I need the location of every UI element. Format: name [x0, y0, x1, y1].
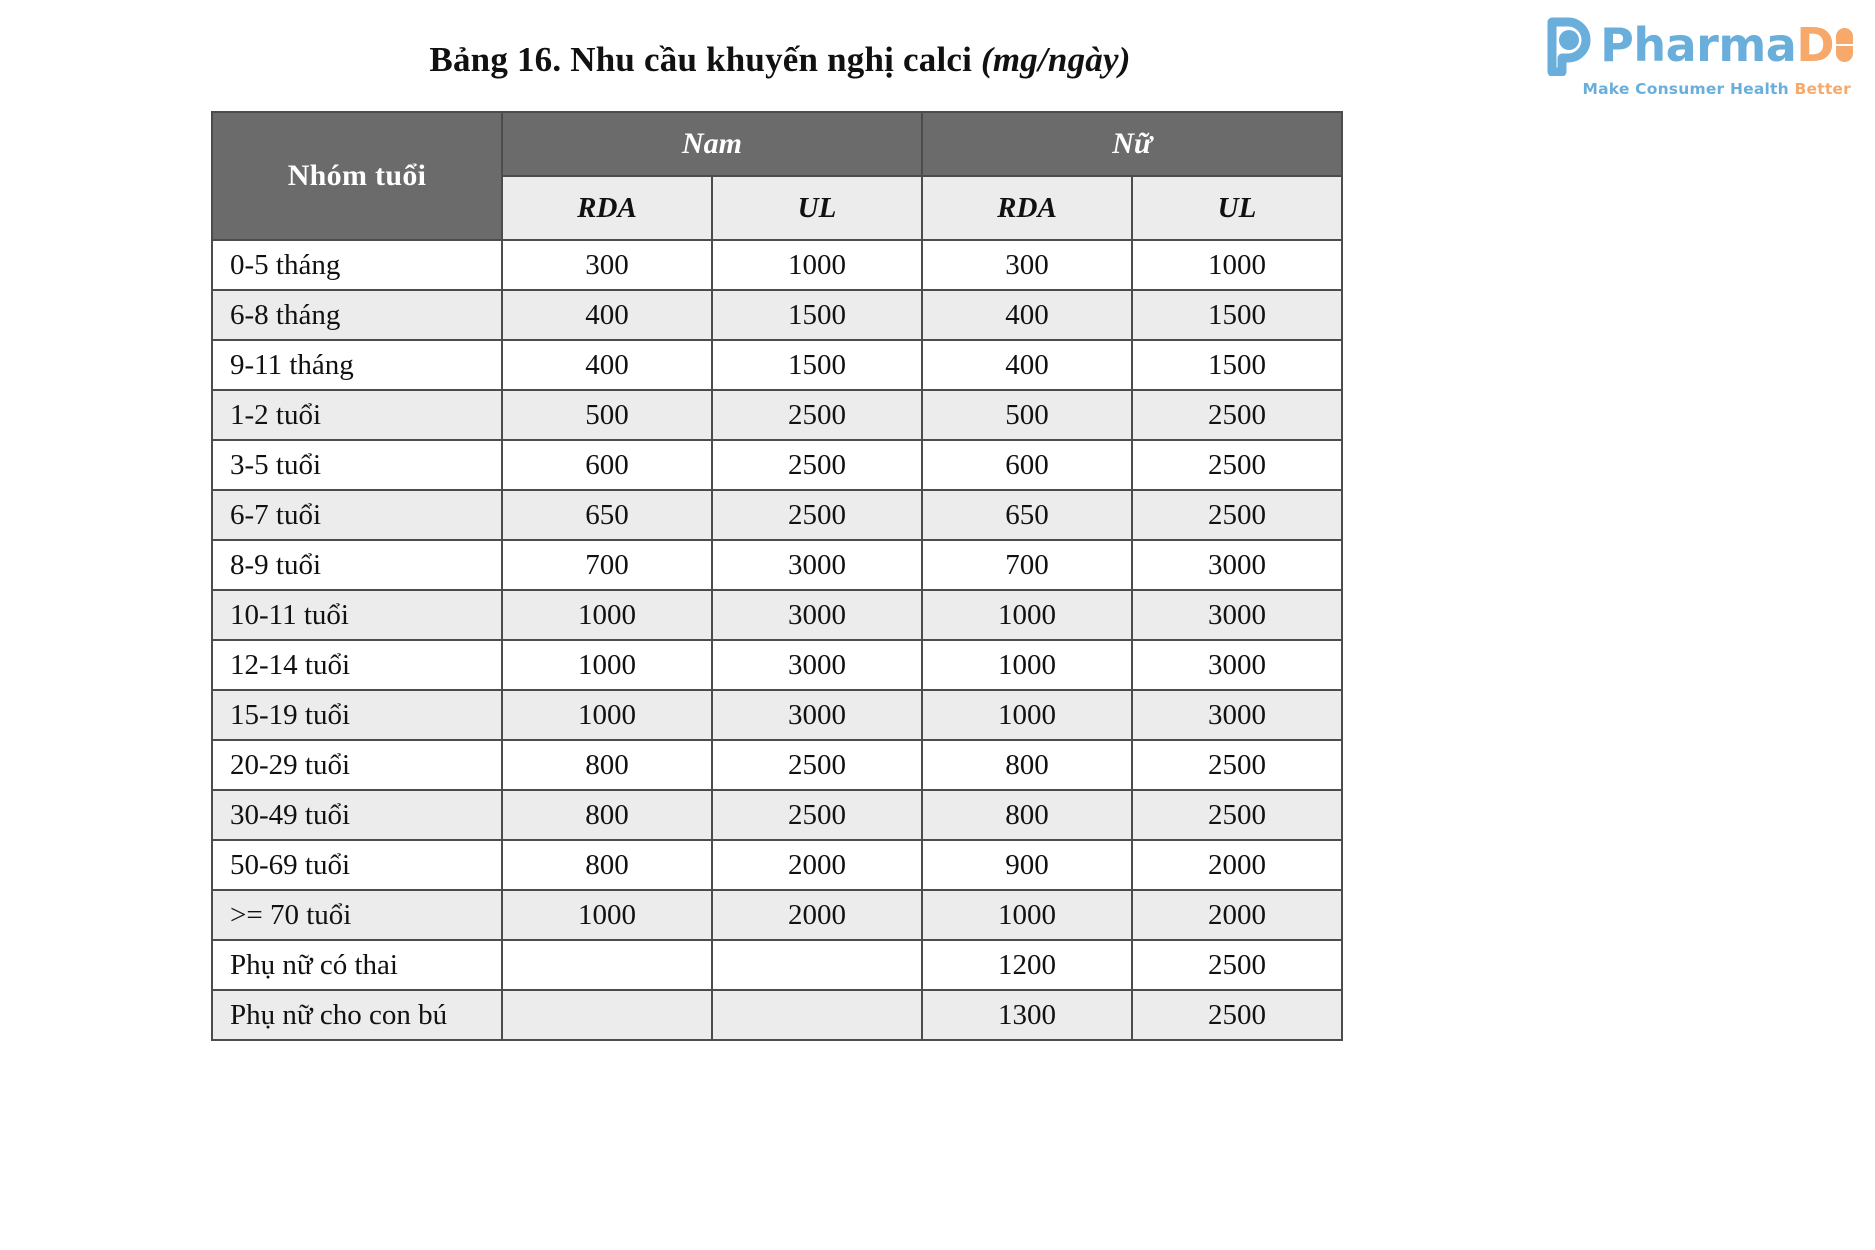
cell-male-rda: 700 [502, 540, 712, 590]
cell-age-group: 20-29 tuổi [212, 740, 502, 790]
logo-text-d: D [1796, 18, 1834, 72]
table-row [212, 490, 1342, 540]
cell-female-ul: 3000 [1132, 540, 1342, 590]
logo-text-pharma: Pharma [1600, 18, 1797, 72]
table-caption [0, 40, 1560, 80]
cell-female-ul: 1500 [1132, 340, 1342, 390]
table-row [212, 290, 1342, 340]
cell-age-group: 8-9 tuổi [212, 540, 502, 590]
pill-capsule-icon [1836, 28, 1853, 62]
table-row [212, 890, 1342, 940]
cell-male-rda [502, 940, 712, 990]
cell-female-rda: 1300 [922, 990, 1132, 1040]
table-row [212, 640, 1342, 690]
table-body [212, 240, 1342, 1040]
cell-female-rda: 800 [922, 790, 1132, 840]
cell-female-rda: 600 [922, 440, 1132, 490]
cell-male-ul: 2500 [712, 740, 922, 790]
cell-male-ul [712, 990, 922, 1040]
table-row [212, 390, 1342, 440]
table-row [212, 940, 1342, 990]
cell-female-ul: 2500 [1132, 440, 1342, 490]
cell-female-rda: 1000 [922, 890, 1132, 940]
header-group-female: Nữ [922, 112, 1342, 176]
pharmadi-logo [1553, 14, 1853, 110]
cell-female-ul: 2500 [1132, 740, 1342, 790]
cell-female-ul: 1500 [1132, 290, 1342, 340]
cell-age-group: 9-11 tháng [212, 340, 502, 390]
cell-male-ul: 3000 [712, 640, 922, 690]
cell-age-group: 3-5 tuổi [212, 440, 502, 490]
cell-male-rda: 400 [502, 290, 712, 340]
cell-age-group: 10-11 tuổi [212, 590, 502, 640]
calcium-rda-table-container [211, 111, 1341, 1041]
cell-female-rda: 1000 [922, 590, 1132, 640]
cell-female-rda: 700 [922, 540, 1132, 590]
cell-male-rda: 800 [502, 740, 712, 790]
cell-female-ul: 2000 [1132, 890, 1342, 940]
table-caption-unit: (mg/ngày) [981, 40, 1131, 79]
cell-female-rda: 650 [922, 490, 1132, 540]
header-male-rda: RDA [502, 176, 712, 240]
cell-age-group: Phụ nữ cho con bú [212, 990, 502, 1040]
header-age-group: Nhóm tuổi [212, 112, 502, 240]
logo-wordmark [1542, 14, 1853, 76]
cell-male-rda: 1000 [502, 890, 712, 940]
cell-age-group: 12-14 tuổi [212, 640, 502, 690]
logo-tagline [1582, 80, 1851, 98]
cell-female-ul: 3000 [1132, 640, 1342, 690]
cell-male-rda: 300 [502, 240, 712, 290]
cell-male-rda: 800 [502, 840, 712, 890]
cell-female-ul: 2500 [1132, 490, 1342, 540]
cell-age-group: >= 70 tuổi [212, 890, 502, 940]
cell-male-ul: 3000 [712, 590, 922, 640]
logo-tagline-highlight: Better [1794, 80, 1851, 98]
table-header-row-groups [212, 112, 1342, 176]
cell-female-ul: 3000 [1132, 690, 1342, 740]
cell-age-group: 6-8 tháng [212, 290, 502, 340]
cell-female-ul: 2500 [1132, 390, 1342, 440]
cell-age-group: 1-2 tuổi [212, 390, 502, 440]
cell-age-group: 6-7 tuổi [212, 490, 502, 540]
header-male-ul: UL [712, 176, 922, 240]
cell-male-rda: 600 [502, 440, 712, 490]
cell-age-group: 0-5 tháng [212, 240, 502, 290]
cell-female-rda: 500 [922, 390, 1132, 440]
cell-female-ul: 2500 [1132, 940, 1342, 990]
table-row [212, 240, 1342, 290]
cell-female-ul: 3000 [1132, 590, 1342, 640]
cell-male-rda: 800 [502, 790, 712, 840]
cell-male-rda: 1000 [502, 690, 712, 740]
cell-female-rda: 1000 [922, 690, 1132, 740]
cell-female-rda: 300 [922, 240, 1132, 290]
table-row [212, 840, 1342, 890]
cell-male-ul: 2500 [712, 790, 922, 840]
logo-tagline-main: Make Consumer Health [1582, 80, 1795, 98]
cell-male-ul: 2000 [712, 840, 922, 890]
cell-female-rda: 400 [922, 290, 1132, 340]
table-header [212, 112, 1342, 240]
cell-female-rda: 400 [922, 340, 1132, 390]
logo-text [1600, 18, 1853, 72]
cell-male-ul: 1500 [712, 290, 922, 340]
cell-female-ul: 2500 [1132, 990, 1342, 1040]
cell-female-rda: 1000 [922, 640, 1132, 690]
table-row [212, 790, 1342, 840]
cell-male-rda [502, 990, 712, 1040]
table-row [212, 590, 1342, 640]
table-row [212, 690, 1342, 740]
cell-male-ul: 3000 [712, 540, 922, 590]
cell-female-ul: 2500 [1132, 790, 1342, 840]
cell-male-ul: 2500 [712, 440, 922, 490]
cell-age-group: 30-49 tuổi [212, 790, 502, 840]
cell-male-rda: 400 [502, 340, 712, 390]
cell-male-ul: 2000 [712, 890, 922, 940]
cell-female-rda: 1200 [922, 940, 1132, 990]
header-female-ul: UL [1132, 176, 1342, 240]
table-row [212, 990, 1342, 1040]
cell-male-rda: 500 [502, 390, 712, 440]
cell-male-ul: 3000 [712, 690, 922, 740]
table-row [212, 340, 1342, 390]
cell-male-ul: 2500 [712, 490, 922, 540]
cell-age-group: Phụ nữ có thai [212, 940, 502, 990]
cell-male-rda: 1000 [502, 590, 712, 640]
cell-male-ul: 1500 [712, 340, 922, 390]
cell-male-ul: 2500 [712, 390, 922, 440]
calcium-rda-table [211, 111, 1343, 1041]
cell-female-rda: 800 [922, 740, 1132, 790]
table-row [212, 740, 1342, 790]
cell-female-rda: 900 [922, 840, 1132, 890]
header-group-male: Nam [502, 112, 922, 176]
cell-male-rda: 1000 [502, 640, 712, 690]
cell-age-group: 50-69 tuổi [212, 840, 502, 890]
cell-female-ul: 1000 [1132, 240, 1342, 290]
table-row [212, 540, 1342, 590]
cell-male-ul: 1000 [712, 240, 922, 290]
table-caption-main: Bảng 16. Nhu cầu khuyến nghị calci [429, 40, 982, 79]
cell-female-ul: 2000 [1132, 840, 1342, 890]
table-row [212, 440, 1342, 490]
cell-male-ul [712, 940, 922, 990]
header-female-rda: RDA [922, 176, 1132, 240]
cell-age-group: 15-19 tuổi [212, 690, 502, 740]
cell-male-rda: 650 [502, 490, 712, 540]
